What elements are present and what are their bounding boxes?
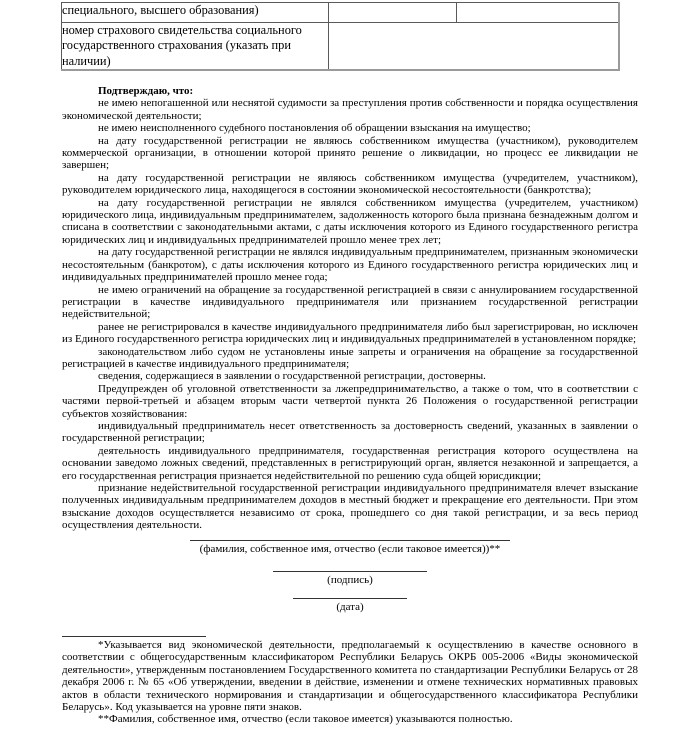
confirmation-paragraph: признание недействительной государственной регистрации индивидуального предпринимателя влечет взыскание полученных индивидуальным предпринимателем доходов в местный бюджет и прекращение его деятельности. При этом взыскание доходов осуществляется независимо от срока, прошедшего со дня такой регистрации, и за весь период осуществления деятельности. (62, 482, 638, 532)
signature-name-line (190, 540, 510, 541)
footnote-second: **Фамилия, собственное имя, отчество (если таковое имеется) указываются полностью. (98, 713, 513, 726)
table-row-insurance (62, 23, 619, 71)
confirmation-paragraph: Предупрежден об уголовной ответственности за лжепредпринимательство, а также о том, что в соответствии с частями первой-третьей и абзацем вторым части четвертой пункта 26 Положения о государственной регистрации субъектов хозяйствования: (62, 382, 638, 420)
insurance-input-cell[interactable] (329, 23, 619, 71)
confirmation-paragraph: сведения, содержащиеся в заявлении о государственной регистрации, достоверны. (98, 370, 486, 383)
footnote-first: *Указывается вид экономической деятельности, предполагаемый к осуществлению в качестве основного в соответствии с общегосударственным классификатором Республики Беларусь ОКРБ 005-2006 «Виды экономической деятельности», утвержденным постановлением Государственного комитета по стандартизации Республики Беларусь от 28 декабря 2006 г. № 65 «Об утверждении, введении в действие, изменении и отмене технических нормативных правовых актов в области технического нормирования и стандартизации и общегосударственного классификатора Республики Беларусь». Код указывается на уровне пяти знаков. (62, 639, 638, 714)
confirmation-paragraph: не имею неисполненного судебного постановления об обращении взыскания на имущество; (98, 122, 531, 135)
confirmation-section (62, 85, 638, 532)
confirmation-heading: Подтверждаю, что: (98, 85, 194, 97)
confirmation-paragraph: на дату государственной регистрации не являлся собственником имущества (учредителем, участником) юридического лица, индивидуальным предпринимателем, задолженность которого была признана безнадежным долгом и списана в соответствии с законодательными актами, с даты исключения которого из Единого государственного регистра юридических лиц и индивидуальных предпринимателей прошло менее трех лет; (62, 196, 638, 246)
education-table (61, 2, 620, 71)
confirmation-paragraph: на дату государственной регистрации не являюсь собственником имущества (учредителем, участником), руководителем юридического лица, находящегося в состоянии экономической несостоятельности (банкротства); (62, 171, 638, 197)
education-input-cell-1[interactable] (329, 3, 457, 23)
confirmation-paragraph: деятельность индивидуального предпринимателя, государственная регистрация которого осуществлена на основании заведомо ложных сведений, представленных в регистрирующий орган, является незаконной и запрещается, а его государственная регистрация признается недействительной по решению суда общей юрисдикции; (62, 444, 638, 482)
confirmation-paragraph: индивидуальный предприниматель несет ответственность за достоверность сведений, указанных в заявлении о государственной регистрации; (62, 419, 638, 445)
education-label-cell: специального, высшего образования) (62, 3, 329, 23)
signature-name-caption: (фамилия, собственное имя, отчество (если таковое имеется))** (199, 543, 501, 555)
table-row-education (62, 3, 619, 23)
confirmation-paragraph: на дату государственной регистрации не являюсь собственником имущества (участником), руководителем коммерческой организации, в отношении которой принято решение о ликвидации, но процесс ее ликвидации не завершен; (62, 134, 638, 172)
confirmation-paragraph: на дату государственной регистрации не являлся индивидуальным предпринимателем, признанным экономически несостоятельным (банкротом), с даты исключения которого из Единого государственного регистра юридических лиц и индивидуальных предпринимателей прошло менее года; (62, 246, 638, 284)
footnote-separator (62, 636, 206, 637)
signature-date-caption: (дата) (336, 601, 364, 613)
signature-sign-line (273, 571, 427, 572)
confirmation-paragraph: не имею ограничений на обращение за государственной регистрацией в связи с аннулированием государственной регистрации в качестве индивидуального предпринимателя или признанием государственной регистрации недействительной; (62, 283, 638, 321)
education-input-cell-2[interactable] (457, 3, 619, 23)
insurance-label-cell: номер страхового свидетельства социального государственного страхования (указать при наличии) (62, 23, 329, 71)
signature-date-line (293, 598, 407, 599)
confirmation-paragraph: ранее не регистрировался в качестве индивидуального предпринимателя либо был зарегистрирован, но исключен из Единого государственного регистра юридических лиц и индивидуальных предпринимателей в установленном порядке; (62, 320, 638, 346)
signature-sign-caption: (подпись) (327, 574, 373, 586)
confirmation-paragraph: не имею непогашенной или неснятой судимости за преступления против собственности и порядка осуществления экономической деятельности; (62, 97, 638, 122)
footnotes-section (62, 639, 638, 726)
confirmation-paragraph: законодательством либо судом не установлены иные запреты и ограничения на обращение за государственной регистрацией в качестве индивидуального предпринимателя; (62, 345, 638, 370)
